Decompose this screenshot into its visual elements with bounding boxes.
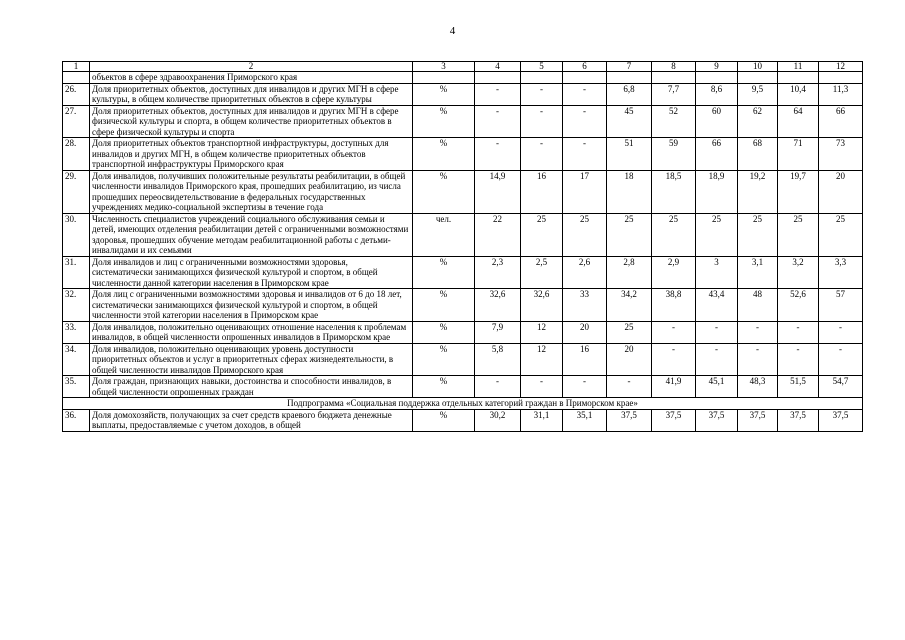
value-cell: - <box>521 138 563 171</box>
row-number: 26. <box>63 83 90 105</box>
value-cell: 43,4 <box>696 289 738 322</box>
value-cell: 59 <box>652 138 696 171</box>
unit-cell: % <box>413 256 475 289</box>
unit-cell: % <box>413 321 475 343</box>
value-cell: 5,8 <box>475 343 521 376</box>
value-cell: 38,8 <box>652 289 696 322</box>
value-cell: 71 <box>778 138 819 171</box>
value-cell: - <box>521 105 563 138</box>
header-cell: 10 <box>738 62 778 72</box>
value-cell: 8,6 <box>696 83 738 105</box>
value-cell: - <box>475 105 521 138</box>
value-cell: 9,5 <box>738 83 778 105</box>
value-cell: 3,1 <box>738 256 778 289</box>
value-cell: - <box>696 321 738 343</box>
value-cell: 37,5 <box>738 409 778 431</box>
indicator-description: Доля приоритетных объектов, доступных для инвалидов и других МГН в сфере культуры, в общем количестве приоритетных объектов в сфере культуры <box>90 83 413 105</box>
value-cell: 45,1 <box>696 376 738 398</box>
value-cell: - <box>696 343 738 376</box>
value-cell: - <box>778 343 819 376</box>
value-cell: 64 <box>778 105 819 138</box>
indicator-description: Доля лиц с ограниченными возможностями здоровья и инвалидов от 6 до 18 лет, систематически занимающихся физической культурой и спортом, в общей численности этой категории населения в Приморском крае <box>90 289 413 322</box>
value-cell: 37,5 <box>652 409 696 431</box>
value-cell: 18,5 <box>652 170 696 213</box>
value-cell: - <box>778 321 819 343</box>
value-cell: 12 <box>521 343 563 376</box>
value-cell: 37,5 <box>696 409 738 431</box>
indicator-description: Численность специалистов учреждений социального обслуживания семьи и детей, имеющих отделения реабилитации детей с ограниченными возможностями здоровья, прошедших обучение методам реабилитационной работы с детьми-инвалидами и их семьями <box>90 213 413 256</box>
value-cell: 32,6 <box>521 289 563 322</box>
value-cell: 20 <box>607 343 652 376</box>
value-cell: - <box>521 376 563 398</box>
value-cell: - <box>607 376 652 398</box>
value-cell: - <box>475 376 521 398</box>
header-cell: 1 <box>63 62 90 72</box>
value-cell: 3 <box>696 256 738 289</box>
value-cell: 2,6 <box>563 256 607 289</box>
indicator-description: Доля инвалидов, положительно оценивающих отношение населения к проблемам инвалидов, в общей численности опрошенных инвалидов в Приморском крае <box>90 321 413 343</box>
unit-cell: чел. <box>413 213 475 256</box>
value-cell: 48,3 <box>738 376 778 398</box>
section-row <box>63 398 863 410</box>
value-cell: 16 <box>521 170 563 213</box>
value-cell: 25 <box>607 321 652 343</box>
value-cell: 11,3 <box>819 83 863 105</box>
indicators-table <box>62 61 863 432</box>
value-cell: 25 <box>607 213 652 256</box>
table-row <box>63 343 863 376</box>
table-row <box>63 409 863 431</box>
indicator-description: Доля домохозяйств, получающих за счет средств краевого бюджета денежные выплаты, предоставляемые с учетом доходов, в общей <box>90 409 413 431</box>
value-cell: 41,9 <box>652 376 696 398</box>
table-row <box>63 138 863 171</box>
value-cell: 51 <box>607 138 652 171</box>
unit-cell: % <box>413 289 475 322</box>
value-cell: - <box>652 343 696 376</box>
unit-cell: % <box>413 343 475 376</box>
value-cell: 35,1 <box>563 409 607 431</box>
unit-cell: % <box>413 83 475 105</box>
table-row <box>63 256 863 289</box>
value-cell: 66 <box>696 138 738 171</box>
row-number: 31. <box>63 256 90 289</box>
table-row <box>63 83 863 105</box>
value-cell: 14,9 <box>475 170 521 213</box>
row-number: 36. <box>63 409 90 431</box>
value-cell: 37,5 <box>778 409 819 431</box>
value-cell: 62 <box>738 105 778 138</box>
header-row <box>63 62 863 72</box>
header-cell: 12 <box>819 62 863 72</box>
value-cell: 33 <box>563 289 607 322</box>
table-row <box>63 170 863 213</box>
table-row <box>63 321 863 343</box>
value-cell: - <box>563 138 607 171</box>
value-cell: - <box>738 343 778 376</box>
value-cell: - <box>819 321 863 343</box>
value-cell: - <box>475 138 521 171</box>
value-cell: 20 <box>819 170 863 213</box>
row-number: 32. <box>63 289 90 322</box>
value-cell: 25 <box>696 213 738 256</box>
value-cell: 7,7 <box>652 83 696 105</box>
table-row <box>63 213 863 256</box>
value-cell: 6,8 <box>607 83 652 105</box>
unit-cell: % <box>413 170 475 213</box>
indicator-description: Доля инвалидов и лиц с ограниченными возможностями здоровья, систематически занимающихся физической культурой и спортом, в общей численности данной категории населения в Приморском крае <box>90 256 413 289</box>
page-number: 4 <box>449 25 456 37</box>
value-cell: 25 <box>778 213 819 256</box>
value-cell: 66 <box>819 105 863 138</box>
header-cell: 7 <box>607 62 652 72</box>
value-cell: 37,5 <box>607 409 652 431</box>
value-cell: 52,6 <box>778 289 819 322</box>
value-cell: - <box>521 83 563 105</box>
row-number: 34. <box>63 343 90 376</box>
indicator-description: Доля приоритетных объектов транспортной инфраструктуры, доступных для инвалидов и других МГН, в общем количестве приоритетных объектов транспортной инфраструктуры Приморского края <box>90 138 413 171</box>
value-cell: 25 <box>563 213 607 256</box>
row-number: 28. <box>63 138 90 171</box>
header-cell: 11 <box>778 62 819 72</box>
indicator-description: Доля приоритетных объектов, доступных для инвалидов и других МГН в сфере физической культуры и спорта, в общем количестве приоритетных объектов в сфере физической культуры и спорта <box>90 105 413 138</box>
value-cell: - <box>819 343 863 376</box>
row-number: 35. <box>63 376 90 398</box>
value-cell: 19,2 <box>738 170 778 213</box>
value-cell: 3,2 <box>778 256 819 289</box>
row-number: 29. <box>63 170 90 213</box>
value-cell: 3,3 <box>819 256 863 289</box>
value-cell: 12 <box>521 321 563 343</box>
value-cell: 17 <box>563 170 607 213</box>
value-cell: 51,5 <box>778 376 819 398</box>
header-cell: 2 <box>90 62 413 72</box>
section-title: Подпрограмма «Социальная поддержка отдельных категорий граждан в Приморском крае» <box>63 398 863 410</box>
value-cell: 73 <box>819 138 863 171</box>
value-cell: 34,2 <box>607 289 652 322</box>
header-cell: 3 <box>413 62 475 72</box>
value-cell: 22 <box>475 213 521 256</box>
value-cell: 25 <box>652 213 696 256</box>
value-cell: 18,9 <box>696 170 738 213</box>
value-cell: 57 <box>819 289 863 322</box>
unit-cell: % <box>413 105 475 138</box>
value-cell: 18 <box>607 170 652 213</box>
row-number: 30. <box>63 213 90 256</box>
value-cell: 2,3 <box>475 256 521 289</box>
value-cell: - <box>563 105 607 138</box>
value-cell: - <box>652 321 696 343</box>
value-cell: 45 <box>607 105 652 138</box>
value-cell: 2,9 <box>652 256 696 289</box>
value-cell: 2,8 <box>607 256 652 289</box>
unit-cell: % <box>413 376 475 398</box>
table-row <box>63 376 863 398</box>
indicator-description: Доля инвалидов, получивших положительные результаты реабилитации, в общей численности инвалидов Приморского края, прошедших реабилитацию, из числа прошедших переосвидетельствование в федеральных государственных учреждениях медико-социальной экспертизы в течение года <box>90 170 413 213</box>
value-cell: 19,7 <box>778 170 819 213</box>
indicator-description: Доля граждан, признающих навыки, достоинства и способности инвалидов, в общей численности опрошенных граждан <box>90 376 413 398</box>
continuation-text: объектов в сфере здравоохранения Приморского края <box>90 72 413 84</box>
value-cell: 25 <box>738 213 778 256</box>
value-cell: 7,9 <box>475 321 521 343</box>
table-body <box>63 62 863 432</box>
value-cell: 16 <box>563 343 607 376</box>
row-number: 33. <box>63 321 90 343</box>
value-cell: 10,4 <box>778 83 819 105</box>
continuation-row <box>63 72 863 84</box>
value-cell: 20 <box>563 321 607 343</box>
unit-cell: % <box>413 138 475 171</box>
value-cell: 31,1 <box>521 409 563 431</box>
value-cell: 54,7 <box>819 376 863 398</box>
value-cell: 25 <box>521 213 563 256</box>
table-row <box>63 105 863 138</box>
header-cell: 8 <box>652 62 696 72</box>
value-cell: 2,5 <box>521 256 563 289</box>
value-cell: 48 <box>738 289 778 322</box>
header-cell: 5 <box>521 62 563 72</box>
indicator-description: Доля инвалидов, положительно оценивающих уровень доступности приоритетных объектов и услуг в приоритетных сферах жизнедеятельности, в общей численности инвалидов Приморского края <box>90 343 413 376</box>
row-number: 27. <box>63 105 90 138</box>
header-cell: 6 <box>563 62 607 72</box>
header-cell: 9 <box>696 62 738 72</box>
value-cell: 37,5 <box>819 409 863 431</box>
table-row <box>63 289 863 322</box>
value-cell: 25 <box>819 213 863 256</box>
value-cell: 60 <box>696 105 738 138</box>
value-cell: 68 <box>738 138 778 171</box>
unit-cell: % <box>413 409 475 431</box>
value-cell: - <box>475 83 521 105</box>
value-cell: - <box>738 321 778 343</box>
value-cell: 30,2 <box>475 409 521 431</box>
value-cell: 52 <box>652 105 696 138</box>
header-cell: 4 <box>475 62 521 72</box>
value-cell: - <box>563 376 607 398</box>
value-cell: 32,6 <box>475 289 521 322</box>
value-cell: - <box>563 83 607 105</box>
